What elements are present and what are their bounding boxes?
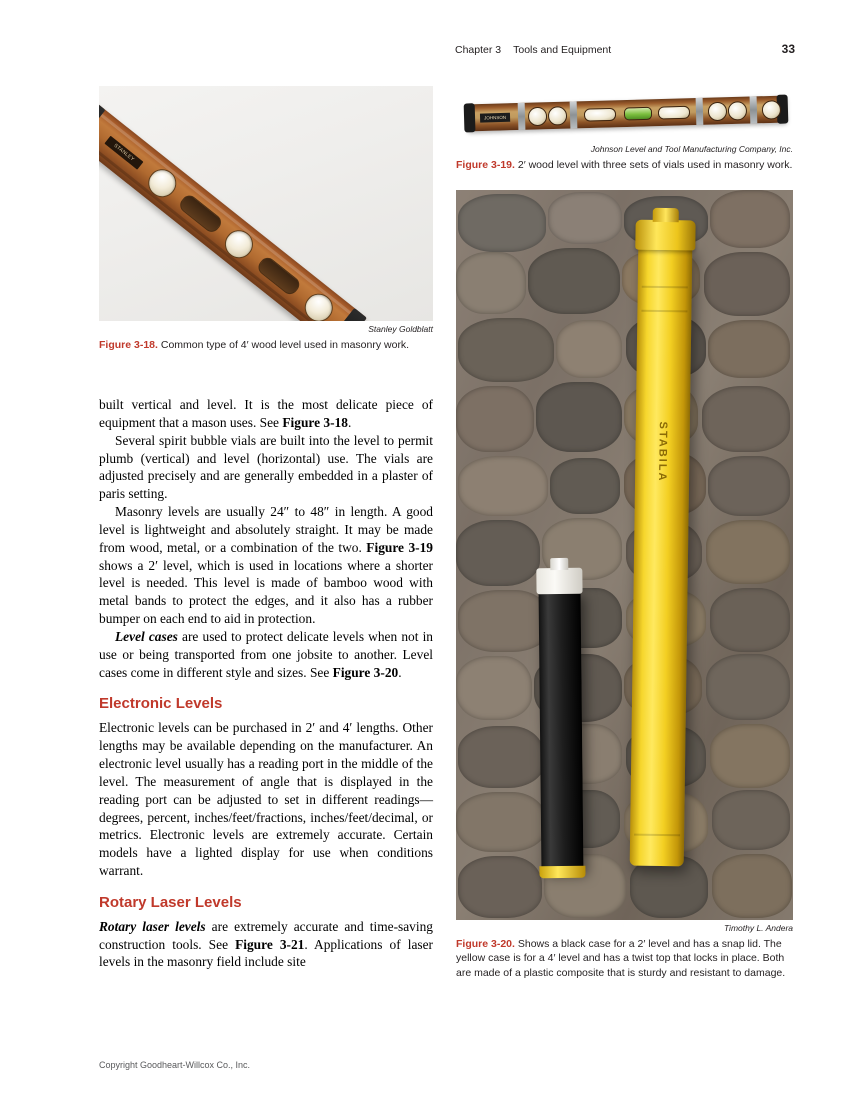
stone: [456, 656, 532, 720]
figure-3-18-label: Figure 3-18.: [99, 339, 158, 351]
yellow-case-ridge: [634, 834, 680, 837]
figure-reference-3-18: Figure 3-18: [282, 415, 348, 430]
stone: [456, 252, 526, 314]
running-head-title: Tools and Equipment: [513, 44, 612, 56]
yellow-case-brand-label: STABILA: [656, 421, 669, 483]
figure-3-20-label: Figure 3-20.: [456, 938, 515, 951]
level-rail-top: [99, 104, 364, 321]
stone: [458, 726, 544, 788]
figure-3-20-caption: [456, 937, 793, 980]
stone: [708, 456, 790, 516]
yellow-case-ridge: [642, 286, 688, 289]
body-text-left: [99, 396, 433, 971]
figure-3-18-credit: Stanley Goldblatt: [368, 324, 433, 334]
figure-reference-3-21: Figure 3-21: [235, 936, 305, 952]
paragraph-1-text: built vertical and level. It is the most delicate piece of equipment that a mason uses. See: [99, 397, 433, 430]
figure-3-20-image: [456, 190, 793, 920]
figure-3-19-caption-text: 2′ wood level with three sets of vials used in masonry work.: [514, 159, 793, 171]
paragraph-3: [99, 503, 433, 628]
stone: [456, 386, 534, 452]
running-head-chapter: Chapter 3: [455, 44, 502, 56]
black-case-foot: [539, 866, 585, 878]
stone: [712, 854, 792, 918]
figure-3-19-credit: Johnson Level and Tool Manufacturing Company, Inc.: [590, 144, 793, 154]
paragraph-6-a: are extremely accurate and time-saving construction tools. See: [99, 918, 433, 952]
stone: [706, 520, 790, 584]
paragraph-1: [99, 396, 433, 432]
figure-3-18-image: [99, 86, 433, 321]
figure-3-18-caption: [99, 338, 433, 352]
level2-band-4: [750, 96, 758, 123]
heading-rotary-laser-levels: Rotary Laser Levels: [99, 893, 242, 911]
level2-brand-logo: JOHNSON: [480, 112, 510, 122]
paragraph-3-b: shows a 2′ level, which is used in locations where a shorter level is needed. This level is made of bamboo wood with metal bands to protect the edges, and it also has a rubber bumper on each end to aid in protection.: [99, 557, 433, 627]
stone: [550, 458, 620, 514]
stone: [702, 386, 790, 452]
yellow-case-cap-knob: [653, 208, 679, 222]
paragraph-4-a: are used to protect delicate levels when not in use or being transported from one jobsite to another. Level cases come in different style and sizes. See: [99, 628, 433, 680]
term-level-cases: Level cases: [115, 628, 178, 644]
footer-copyright: Copyright Goodheart-Willcox Co., Inc.: [99, 1060, 251, 1070]
level2-band-1: [518, 103, 526, 130]
stone: [536, 382, 622, 452]
level-vial-slot-2: [255, 255, 302, 298]
level-brand-plate: STANLEY: [104, 136, 143, 170]
stone: [710, 724, 790, 788]
figure-3-18: [99, 86, 433, 352]
term-rotary-laser-levels: Rotary laser levels: [99, 918, 206, 934]
paragraph-1-end: .: [347, 415, 352, 430]
paragraph-4: [99, 628, 433, 681]
stone: [704, 252, 790, 316]
stone: [458, 590, 550, 652]
stone: [458, 194, 546, 252]
paragraph-4-b: .: [398, 664, 402, 680]
stone: [548, 192, 622, 244]
level2-vial-round-2: [548, 106, 568, 126]
stone: [456, 520, 540, 586]
left-column: [99, 86, 433, 971]
figure-reference-3-20: Figure 3-20: [332, 664, 399, 680]
black-case-snap-lid: [536, 568, 582, 594]
figure-3-19-caption: [456, 158, 793, 172]
stone: [456, 792, 546, 852]
stone: [712, 790, 790, 850]
figure-3-19-image: [456, 86, 793, 141]
stone: [708, 320, 790, 378]
paragraph-6: [99, 918, 433, 971]
stone: [458, 318, 554, 382]
level2-vial-slot-2: [658, 105, 690, 119]
black-case-lid-tab: [550, 558, 568, 570]
figure-3-20: [456, 190, 793, 980]
stone: [710, 190, 790, 248]
level2-vial-slot-1: [584, 107, 616, 121]
wood-level-4ft-illustration: [99, 100, 367, 321]
paragraph-3-a: Masonry levels are usually 24″ to 48″ in length. A good level is lightweight and absolutely straight. It may be made from wood, metal, or a combination of the two.: [99, 504, 433, 555]
wood-level-2ft-illustration: [466, 96, 787, 132]
figure-3-19-label: Figure 3-19.: [456, 159, 515, 171]
yellow-level-case-4ft: [630, 246, 693, 867]
stone: [710, 588, 790, 652]
stone: [458, 456, 548, 516]
figure-reference-3-19: Figure 3-19: [366, 539, 433, 555]
level2-band-3: [696, 98, 704, 125]
page-number: 33: [781, 42, 795, 56]
level2-vial-green: [624, 106, 652, 120]
level2-vial-round-4: [728, 101, 748, 121]
level-endcap-left: [99, 100, 106, 144]
right-column: [456, 86, 793, 980]
figure-3-19: [456, 86, 793, 172]
yellow-case-ridge: [641, 310, 687, 313]
level-vial-slot-1: [177, 192, 224, 235]
paragraph-5: Electronic levels can be purchased in 2′ and 4′ lengths. Other lengths may be available depending on the manufacturer. An electronic level usually has a reading port in the middle of the level. The measurement of angle that is displayed in the reading port can be adjusted to set in different readings—degrees, percent, inches/feet/fractions, inches/feet/decimal, or metrics. Electronic levels are extremely accurate. Certain models have a lighted display for use when conditions warrant.: [99, 720, 433, 878]
level2-band-2: [570, 101, 578, 128]
level-vial-round-1: [143, 164, 182, 203]
level2-bumper-left: [464, 103, 476, 132]
stone: [706, 654, 790, 720]
heading-electronic-levels: Electronic Levels: [99, 695, 223, 713]
level-vial-round-2: [219, 225, 258, 264]
stone: [556, 320, 622, 378]
running-head: [455, 42, 795, 56]
level2-vial-round-1: [528, 106, 548, 126]
black-level-case-2ft: [539, 590, 584, 870]
figure-3-20-caption-text: Shows a black case for a 2′ level and has a snap lid. The yellow case is for a 4′ level and has a twist top that locks in place. Both are made of a plastic composite that is sturdy and resistant to damage.: [456, 938, 786, 979]
paragraph-6-b: . Applications of laser levels in the masonry field include site: [99, 936, 433, 970]
stone: [528, 248, 620, 314]
stone: [458, 856, 542, 918]
figure-3-18-caption-text: Common type of 4′ wood level used in masonry work.: [157, 339, 410, 351]
yellow-case-twist-top: [635, 220, 695, 251]
paragraph-2: Several spirit bubble vials are built into the level to permit plumb (vertical) and level (horizontal) use. The vials are adjusted precisely and are generally embedded in a plaster of paris setting.: [99, 432, 433, 502]
level2-vial-round-3: [708, 101, 728, 121]
figure-3-20-credit: Timothy L. Andera: [723, 923, 793, 934]
